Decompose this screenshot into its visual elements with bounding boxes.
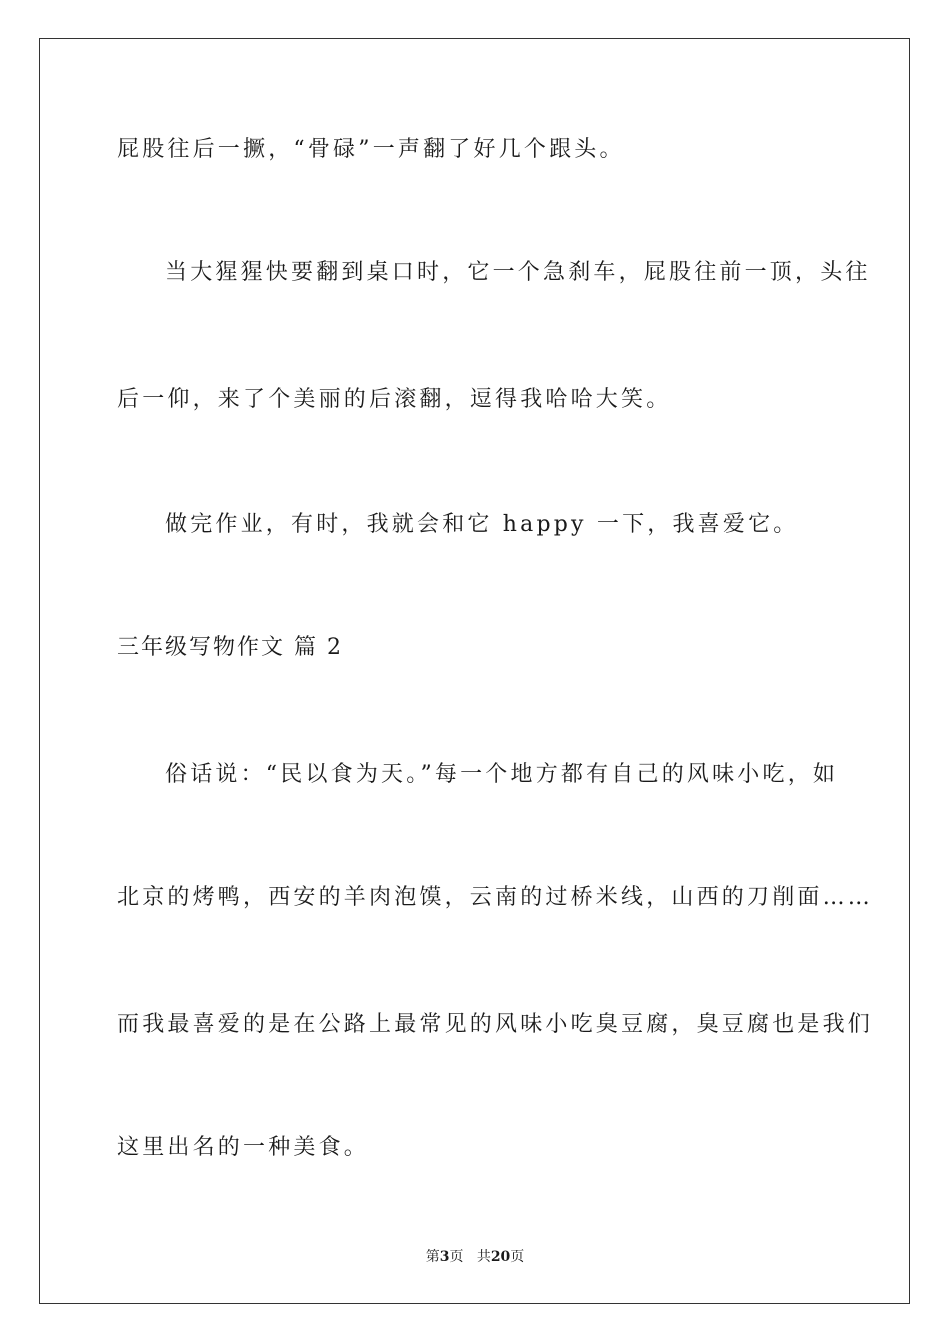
body-line-4: 做完作业，有时，我就会和它 happy 一下，我喜爱它。 — [165, 512, 799, 537]
footer-page-number: 3 — [439, 1249, 450, 1265]
body-line-8: 而我最喜爱的是在公路上最常见的风味小吃臭豆腐，臭豆腐也是我们 — [117, 1012, 874, 1037]
body-line-7: 北京的烤鸭，西安的羊肉泡馍，云南的过桥米线，山西的刀削面…… — [117, 885, 874, 910]
page-footer — [0, 1247, 950, 1267]
body-line-3: 后一仰，来了个美丽的后滚翻，逗得我哈哈大笑。 — [117, 387, 672, 412]
footer-total-prefix: 共 — [476, 1249, 491, 1265]
body-line-1: 屁股往后一撅，“骨碌”一声翻了好几个跟头。 — [117, 137, 625, 162]
footer-page-prefix: 第 — [425, 1249, 440, 1265]
section-heading: 三年级写物作文 篇 2 — [117, 635, 343, 660]
body-line-6: 俗话说：“民以食为天。”每一个地方都有自己的风味小吃，如 — [165, 762, 839, 787]
footer-total-pages: 20 — [490, 1249, 511, 1265]
page-border — [39, 38, 910, 1304]
body-line-9: 这里出名的一种美食。 — [117, 1135, 370, 1160]
footer-total-suffix: 页 — [510, 1249, 525, 1265]
body-line-2: 当大猩猩快要翻到桌口时，它一个急刹车，屁股往前一顶，头往 — [165, 260, 871, 285]
footer-page-suffix: 页 — [449, 1249, 464, 1265]
